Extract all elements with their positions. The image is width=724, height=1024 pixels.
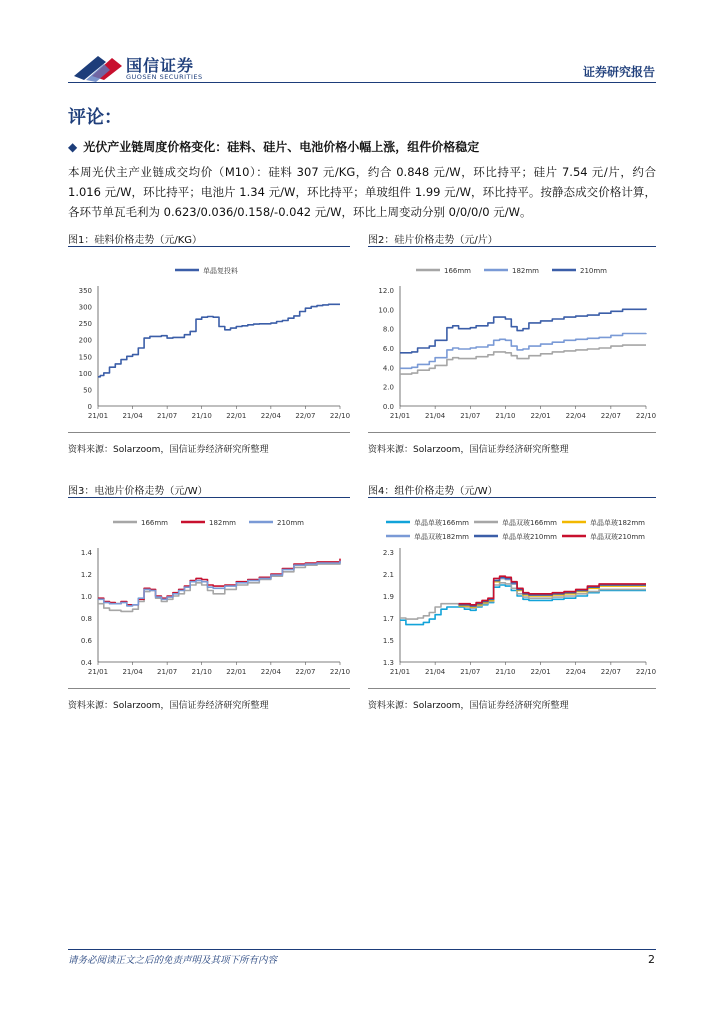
legend-label: 182mm (512, 267, 539, 275)
x-tick-label: 21/04 (425, 668, 446, 676)
y-tick-label: 100 (78, 369, 92, 378)
legend-label: 210mm (580, 267, 607, 275)
chart-cell-price (68, 510, 350, 680)
y-tick-label: 300 (78, 303, 92, 312)
sub-heading-text: 光伏产业链周度价格变化：硅料、硅片、电池价格小幅上涨，组件价格稳定 (83, 140, 480, 154)
legend-label: 182mm (209, 519, 236, 527)
x-tick-label: 21/04 (425, 412, 446, 420)
x-tick-label: 22/01 (530, 412, 551, 420)
y-tick-label: 2.3 (382, 549, 394, 557)
x-tick-label: 21/07 (460, 668, 481, 676)
x-tick-label: 21/01 (87, 668, 109, 676)
legend-label: 166mm (444, 267, 471, 275)
x-tick-label: 22/10 (329, 668, 350, 676)
y-tick-label: 50 (83, 386, 92, 395)
series-line (400, 333, 646, 368)
figure-4-rule (368, 497, 656, 498)
x-tick-label: 21/01 (87, 412, 109, 420)
figure-2-bottom-rule (368, 432, 656, 433)
page-number: 2 (648, 953, 655, 966)
footer-disclaimer: 请务必阅读正文之后的免责声明及其项下所有内容 (68, 955, 278, 966)
x-tick-label: 21/01 (389, 412, 411, 420)
y-tick-label: 1.3 (382, 659, 394, 667)
chart-module-price (368, 510, 656, 680)
header-divider (68, 82, 656, 83)
y-tick-label: 0.8 (80, 615, 92, 623)
figure-4-title: 图4：组件价格走势（元/W） (368, 486, 498, 497)
legend-label: 单晶双玻166mm (502, 519, 557, 527)
x-tick-label: 22/04 (260, 412, 281, 420)
x-tick-label: 21/10 (495, 668, 516, 676)
x-tick-label: 22/01 (226, 412, 247, 420)
x-tick-label: 22/04 (565, 668, 586, 676)
report-type-label: 证券研究报告 (582, 65, 655, 79)
figure-3-bottom-rule (68, 688, 350, 689)
legend-label: 166mm (141, 519, 168, 527)
y-tick-label: 2.1 (382, 571, 394, 579)
diamond-bullet-icon: ◆ (68, 140, 78, 154)
legend-label: 单晶单玻166mm (414, 519, 469, 527)
y-tick-label: 350 (78, 287, 92, 295)
x-tick-label: 22/07 (600, 668, 621, 676)
y-tick-label: 6.0 (382, 345, 394, 353)
legend-label: 单晶单玻182mm (590, 519, 645, 527)
figure-1-source: 资料来源：Solarzoom，国信证券经济研究所整理 (68, 445, 269, 455)
x-tick-label: 21/10 (495, 412, 516, 420)
y-tick-label: 200 (78, 336, 92, 345)
figure-1-bottom-rule (68, 432, 350, 433)
series-line (459, 577, 646, 606)
y-tick-label: 10.0 (378, 306, 394, 315)
y-tick-label: 1.9 (382, 593, 394, 601)
y-tick-label: 0.0 (382, 403, 394, 411)
footer-divider (68, 949, 656, 950)
series-line (98, 304, 340, 377)
figure-3-rule (68, 497, 350, 498)
y-tick-label: 4.0 (382, 364, 394, 373)
x-tick-label: 22/10 (329, 412, 350, 420)
legend-label: 单晶复投料 (203, 267, 238, 275)
figure-2-rule (368, 246, 656, 247)
x-tick-label: 21/07 (157, 412, 178, 420)
figure-4-bottom-rule (368, 688, 656, 689)
x-tick-label: 21/04 (122, 412, 143, 420)
y-tick-label: 2.0 (382, 383, 394, 392)
legend-label: 单晶单玻210mm (502, 533, 557, 541)
x-tick-label: 22/01 (226, 668, 247, 676)
y-tick-label: 150 (78, 353, 92, 362)
x-tick-label: 22/01 (530, 668, 551, 676)
y-tick-label: 0.6 (80, 637, 92, 645)
x-tick-label: 21/07 (460, 412, 481, 420)
y-tick-label: 1.4 (80, 549, 92, 557)
x-tick-label: 22/07 (295, 668, 316, 676)
y-tick-label: 1.2 (80, 571, 92, 579)
x-tick-label: 22/07 (295, 412, 316, 420)
logo-chinese-name: 国信证券 (126, 56, 195, 75)
figure-2-title: 图2：硅片价格走势（元/片） (368, 235, 498, 246)
y-tick-label: 1.5 (382, 637, 394, 645)
y-tick-label: 8.0 (382, 325, 394, 334)
x-tick-label: 21/04 (122, 668, 143, 676)
figure-2-source: 资料来源：Solarzoom，国信证券经济研究所整理 (368, 445, 569, 455)
figure-4-source: 资料来源：Solarzoom，国信证券经济研究所整理 (368, 701, 569, 711)
legend-label: 单晶双玻210mm (590, 533, 645, 541)
x-tick-label: 22/10 (635, 668, 656, 676)
x-tick-label: 21/10 (191, 668, 212, 676)
sub-heading (68, 138, 479, 155)
x-tick-label: 21/10 (191, 412, 212, 420)
x-tick-label: 21/07 (157, 668, 178, 676)
logo-english-name: GUOSEN SECURITIES (126, 73, 203, 81)
x-tick-label: 22/10 (635, 412, 656, 420)
x-tick-label: 22/04 (565, 412, 586, 420)
y-tick-label: 1.7 (382, 615, 394, 623)
guosen-logo-icon (70, 50, 126, 84)
y-tick-label: 12.0 (378, 287, 394, 295)
y-tick-label: 250 (78, 320, 92, 329)
y-tick-label: 0 (87, 403, 92, 411)
x-tick-label: 21/01 (389, 668, 411, 676)
figure-1-title: 图1：硅料价格走势（元/KG） (68, 235, 203, 246)
chart-wafer-price (368, 258, 656, 424)
chart-silicon-price (68, 258, 350, 424)
y-tick-label: 1.0 (80, 593, 92, 601)
series-line (400, 308, 646, 352)
legend-label: 210mm (277, 519, 304, 527)
figure-3-source: 资料来源：Solarzoom，国信证券经济研究所整理 (68, 701, 269, 711)
y-tick-label: 0.4 (80, 659, 92, 667)
summary-paragraph: 本周光伏主产业链成交均价（M10）：硅料 307 元/KG，约合 0.848 元/W，环比持平；硅片 7.54 元/片，约合 1.016 元/W，环比持平；电池片 1.34 元/W，环比持平；单玻组件 1.99 元/W，环比持平。按静态成交价格计算，各环节单瓦毛利为 0.623/0.036/0.158/-0.042 元/W，环比上周变动分别 0/0/0/0 元/W。 (68, 165, 656, 219)
legend-label: 单晶双玻182mm (414, 533, 469, 541)
figure-1-rule (68, 246, 350, 247)
section-title: 评论： (68, 107, 122, 128)
x-tick-label: 22/07 (600, 412, 621, 420)
x-tick-label: 22/04 (260, 668, 281, 676)
figure-3-title: 图3：电池片价格走势（元/W） (68, 486, 208, 497)
